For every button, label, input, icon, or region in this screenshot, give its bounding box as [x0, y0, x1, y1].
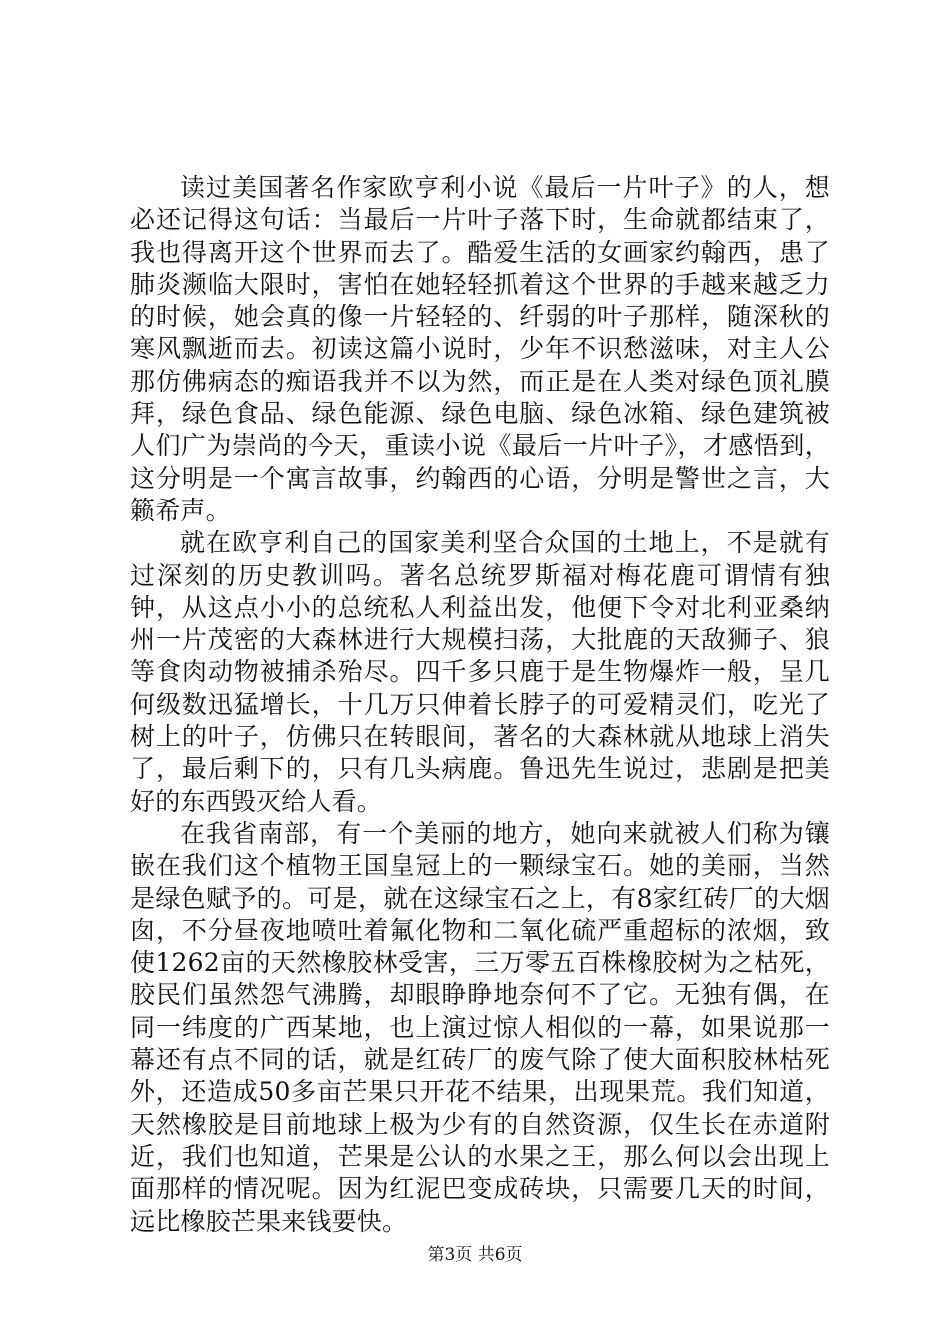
document-body — [130, 172, 830, 1238]
page-number-footer: 第3页 共6页 — [427, 1245, 523, 1265]
paragraph-1: 读过美国著名作家欧亨利小说《最后一片叶子》的人，想必还记得这句话：当最后一片叶子落下时，生命就都结束了，我也得离开这个世界而去了。酷爱生活的女画家约翰西，患了肺炎濒临大限时，害怕在她轻轻抓着这个世界的手越来越乏力的时候，她会真的像一片轻轻的、纤弱的叶子那样，随深秋的寒风飘逝而去。初读这篇小说时，少年不识愁滋味，对主人公那仿佛病态的痴语我并不以为然，而正是在人类对绿色顶礼膜拜，绿色食品、绿色能源、绿色电脑、绿色冰箱、绿色建筑被人们广为崇尚的今天，重读小说《最后一片叶子》，才感悟到，这分明是一个寓言故事，约翰西的心语，分明是警世之言，大籁希声。 — [130, 173, 830, 525]
paragraph-2: 就在欧亨利自己的国家美利坚合众国的土地上，不是就有过深刻的历史教训吗。著名总统罗斯福对梅花鹿可谓情有独钟，从这点小小的总统私人利益出发，他便下令对北利亚桑纳州一片茂密的大森林进行大规模扫荡，大批鹿的天敌狮子、狼等食肉动物被捕杀殆尽。四千多只鹿于是生物爆炸一般，呈几何级数迅猛增长，十几万只伸着长脖子的可爱精灵们，吃光了树上的叶子，仿佛只在转眼间，著名的大森林就从地球上消失了，最后剩下的，只有几头病鹿。鲁迅先生说过，悲剧是把美好的东西毁灭给人看。 — [130, 528, 830, 816]
paragraph-3: 在我省南部，有一个美丽的地方，她向来就被人们称为镶嵌在我们这个植物王国皇冠上的一颗绿宝石。她的美丽，当然是绿色赋予的。可是，就在这绿宝石之上，有8家红砖厂的大烟囱，不分昼夜地喷吐着氟化物和二氧化硫严重超标的浓烟，致使1262亩的天然橡胶林受害，三万零五百株橡胶树为之枯死，胶民们虽然怨气沸腾，却眼睁睁地奈何不了它。无独有偶，在同一纬度的广西某地，也上演过惊人相似的一幕，如果说那一幕还有点不同的话，就是红砖厂的废气除了使大面积胶林枯死外，还造成50多亩芒果只开花不结果，出现果荒。我们知道，天然橡胶是目前地球上极为少有的自然资源，仅生长在赤道附近，我们也知道，芒果是公认的水果之王，那么何以会出现上面那样的情况呢。因为红泥巴变成砖块，只需要几天的时间，远比橡胶芒果来钱要快。 — [130, 818, 830, 1236]
